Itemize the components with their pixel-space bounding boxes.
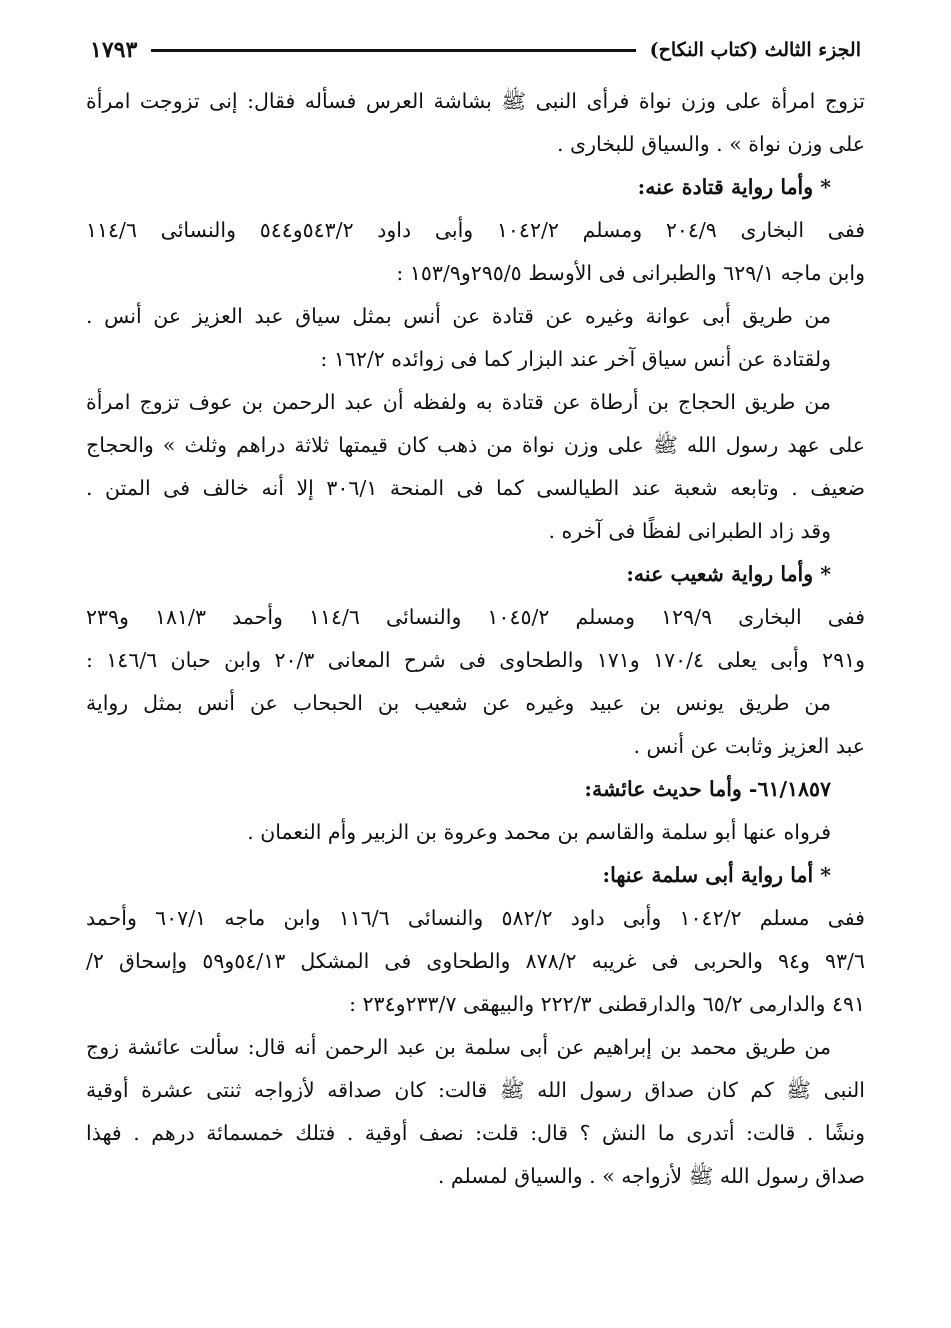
- running-title: الجزء الثالث (كتاب النكاح): [649, 39, 861, 61]
- text-line: عبد العزيز وثابت عن أنس .: [633, 734, 865, 758]
- text-line: ٤٩١ والدارمى ٦٥/٢ والدارقطنى ٢٢٢/٣ والبيهقى ٢٣٣/٧و٢٣٤ :: [349, 992, 865, 1016]
- text-line: من طريق أبى عوانة وغيره عن قتادة عن أنس بمثل سياق عبد العزيز عن أنس .: [86, 304, 831, 328]
- text-line: فرواه عنها أبو سلمة والقاسم بن محمد وعروة بن الزبير وأم النعمان .: [247, 820, 831, 844]
- text-line: ففى البخارى ١٢٩/٩ ومسلم ١٠٤٥/٢ والنسائى ١١٤/٦ وأحمد ١٨١/٣ و٢٣٩: [86, 605, 865, 629]
- header-rule: [151, 49, 635, 52]
- text-line: ضعيف . وتابعه شعبة عند الطيالسى كما فى المنحة ٣٠٦/١ إلا أنه خالف فى المتن .: [86, 476, 865, 500]
- page-header: [90, 30, 861, 70]
- text-line: من طريق محمد بن إبراهيم عن أبى سلمة بن عبد الرحمن أنه قال: سألت عائشة زوج: [86, 1035, 831, 1059]
- text-line: ففى البخارى ٢٠٤/٩ ومسلم ١٠٤٢/٢ وأبى داود ٥٤٣/٢و٥٤٤ والنسائى ١١٤/٦: [86, 218, 865, 242]
- text-line: وابن ماجه ٦٢٩/١ والطبرانى فى الأوسط ٢٩٥/٥و١٥٣/٩ :: [396, 261, 865, 285]
- section-heading: * وأما رواية قتادة عنه:: [637, 175, 831, 199]
- text-line: وقد زاد الطبرانى لفظًا فى آخره .: [548, 519, 831, 543]
- page-body: [86, 80, 865, 1198]
- text-line: و٢٩١ وأبى يعلى ١٧٠/٤ و١٧١ والطحاوى فى شرح المعانى ٢٠/٣ وابن حبان ١٤٦/٦ :: [86, 648, 865, 672]
- text-line: صداق رسول الله ﷺ لأزواجه » . والسياق لمسلم .: [437, 1164, 865, 1188]
- text-line: ولقتادة عن أنس سياق آخر عند البزار كما فى زوائده ١٦٢/٢ :: [320, 347, 831, 371]
- text-line: على عهد رسول الله ﷺ على وزن نواة من ذهب كان قيمتها ثلاثة دراهم وثلث » والحجاج: [86, 433, 865, 457]
- text-line: ونشًا . قالت: أتدرى ما النش ؟ قال: قلت: نصف أوقية . فتلك خمسمائة درهم . فهذا: [86, 1121, 865, 1145]
- section-heading: * أما رواية أبى سلمة عنها:: [602, 863, 831, 887]
- page-number: ١٧٩٣: [90, 37, 138, 63]
- text-line: تزوج امرأة على وزن نواة فرأى النبى ﷺ بشاشة العرس فسأله فقال: إنى تزوجت امرأة: [86, 89, 865, 113]
- text-line: ٩٣/٦ و٩٤ والحربى فى غريبه ٨٧٨/٢ والطحاوى فى المشكل ٥٤/١٣و٥٩ وإسحاق ٢/: [86, 949, 865, 973]
- section-heading: * وأما رواية شعيب عنه:: [626, 562, 831, 586]
- text-line: النبى ﷺ كم كان صداق رسول الله ﷺ قالت: كان صداقه لأزواجه ثنتى عشرة أوقية: [86, 1078, 865, 1102]
- text-line: على وزن نواة » . والسياق للبخارى .: [557, 132, 865, 156]
- hadith-heading: ٦١/١٨٥٧- وأما حديث عائشة:: [584, 777, 831, 801]
- text-line: من طريق يونس بن عبيد وغيره عن شعيب بن الحبحاب عن أنس بمثل رواية: [86, 691, 831, 715]
- text-line: من طريق الحجاج بن أرطاة عن قتادة به ولفظه أن عبد الرحمن بن عوف تزوج امرأة: [86, 390, 831, 414]
- text-line: ففى مسلم ١٠٤٢/٢ وأبى داود ٥٨٢/٢ والنسائى ١١٦/٦ وابن ماجه ٦٠٧/١ وأحمد: [86, 906, 865, 930]
